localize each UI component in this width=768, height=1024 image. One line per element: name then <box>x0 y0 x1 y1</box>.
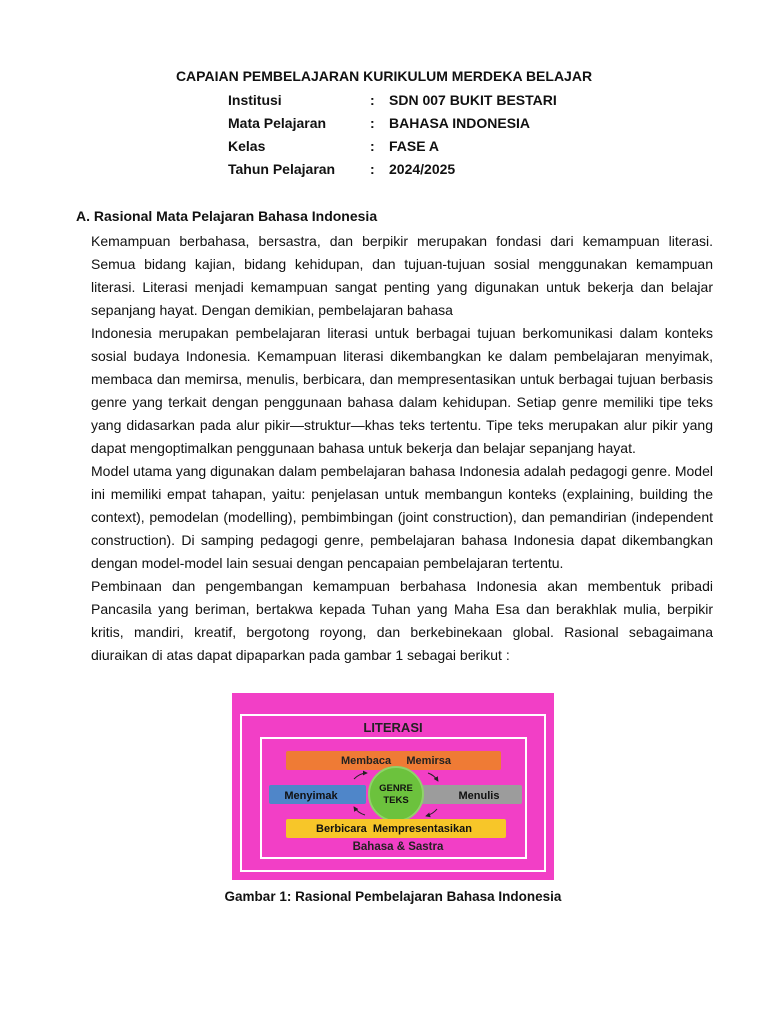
meta-value: SDN 007 BUKIT BESTARI <box>389 92 557 108</box>
meta-colon: : <box>370 115 375 131</box>
meta-row-kelas <box>228 138 557 161</box>
meta-colon: : <box>370 138 375 154</box>
bahasa-sastra-label: Bahasa & Sastra <box>352 841 444 853</box>
genre-label: GENRE <box>379 783 413 794</box>
document-title: CAPAIAN PEMBELAJARAN KURIKULUM MERDEKA BELAJAR <box>175 68 593 84</box>
meta-value: 2024/2025 <box>389 161 456 177</box>
literasi-label: LITERASI <box>363 720 423 735</box>
meta-colon: : <box>370 161 375 177</box>
teks-label: TEKS <box>383 795 409 806</box>
meta-row-mata-pelajaran <box>228 115 557 138</box>
genre-teks-circle <box>369 767 423 821</box>
metadata-table <box>228 92 557 184</box>
paragraph: Kemampuan berbahasa, bersastra, dan berpikir merupakan fondasi dari kemampuan literasi. Semua bidang kajian, bidang kehidupan, dan tujuan-tujuan sosial menggunakan kemampuan literasi. Literasi menjadi kemampuan sangat penting yang digunakan untuk bekerja dan belajar sepanjang hayat. Dengan demikian, pembelajaran bahasa <box>91 233 713 318</box>
paragraph: Indonesia merupakan pembelajaran literasi untuk berbagai tujuan berkomunikasi dalam konteks sosial budaya Indonesia. Kemampuan literasi dikembangkan ke dalam pembelajaran menyimak, membaca dan memirsa, menulis, berbicara, dan mempresentasikan untuk berbagai tujuan berbasis genre yang terkait dengan penggunaan bahasa dalam kehidupan. Setiap genre memiliki tipe teks yang didasarkan pada alur pikir—struktur—khas teks tertentu. Tipe teks merupakan alur pikir yang dapat mengoptimalkan penggunaan bahasa untuk bekerja dan belajar sepanjang hayat. <box>91 325 713 456</box>
berbicara-label: Berbicara Mempresentasikan <box>316 823 472 835</box>
section-heading: A. Rasional Mata Pelajaran Bahasa Indonesia <box>76 208 378 224</box>
membaca-memirsa-label: Membaca Memirsa <box>340 755 452 767</box>
meta-key: Kelas <box>228 138 266 154</box>
meta-colon: : <box>370 92 375 108</box>
meta-row-institusi <box>228 92 557 115</box>
paragraph: Pembinaan dan pengembangan kemampuan berbahasa Indonesia akan membentuk pribadi Pancasila yang beriman, bertakwa kepada Tuhan yang Maha Esa dan berakhlak mulia, berpikir kritis, mandiri, kreatif, bergotong royong, dan berkebinekaan global. Rasional sebagaimana diuraikan di atas dapat dipaparkan pada gambar 1 sebagai berikut : <box>91 578 713 663</box>
meta-key: Mata Pelajaran <box>228 115 327 131</box>
menulis-label: Menulis <box>458 790 500 802</box>
literasi-diagram <box>232 693 554 880</box>
paragraph: Model utama yang digunakan dalam pembelajaran bahasa Indonesia adalah pedagogi genre. Model ini memiliki empat tahapan, yaitu: penjelasan untuk membangun konteks (explaining, building the context), pemodelan (modelling), pembimbingan (joint construction), dan pemandirian (independent construction). Di samping pedagogi genre, pembelajaran bahasa Indonesia dapat dikembangkan dengan model-model lain sesuai dengan pencapaian pembelajaran tertentu. <box>91 463 713 571</box>
meta-row-tahun-pelajaran <box>228 161 557 184</box>
meta-key: Tahun Pelajaran <box>228 161 336 177</box>
meta-value: BAHASA INDONESIA <box>389 115 531 131</box>
meta-key: Institusi <box>228 92 282 108</box>
menyimak-label: Menyimak <box>284 790 338 802</box>
meta-value: FASE A <box>389 138 440 154</box>
figure-caption: Gambar 1: Rasional Pembelajaran Bahasa Indonesia <box>224 889 562 904</box>
body-text <box>91 230 713 667</box>
